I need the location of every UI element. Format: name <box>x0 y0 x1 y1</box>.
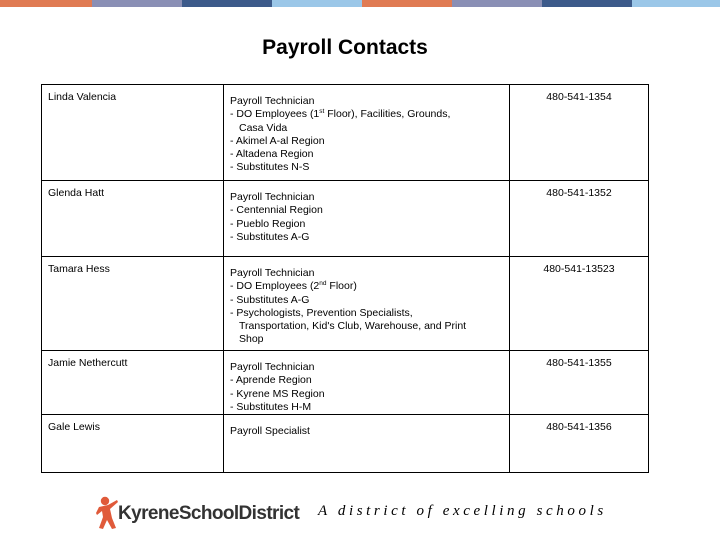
assignment-line <box>230 204 501 217</box>
contact-name: Glenda Hatt <box>42 181 224 257</box>
assignment-line <box>230 320 501 333</box>
contact-name: Tamara Hess <box>42 257 224 351</box>
top-bar-segment <box>542 0 632 7</box>
contact-name: Linda Valencia <box>42 85 224 181</box>
contact-responsibilities <box>224 351 510 415</box>
person-icon <box>96 496 120 530</box>
contact-role: Payroll Technician <box>230 95 315 107</box>
assignment-text: Floor), Facilities, Grounds, <box>324 108 451 121</box>
contact-responsibilities <box>224 85 510 181</box>
top-bar-segment <box>272 0 362 7</box>
top-bar-segment <box>362 0 452 7</box>
assignment-line <box>230 122 501 135</box>
contact-row <box>42 85 649 181</box>
assignment-text: - Aprende Region <box>230 374 312 387</box>
contact-phone: 480-541-13523 <box>510 257 649 351</box>
top-bar-segment <box>632 0 720 7</box>
assignment-text: - DO Employees (1 <box>230 108 320 121</box>
assignment-text: - Substitutes A-G <box>230 293 310 306</box>
assignment-text: - Pueblo Region <box>230 217 306 230</box>
assignment-line <box>230 333 501 346</box>
contact-row <box>42 181 649 257</box>
assignment-line <box>230 388 501 401</box>
contact-phone: 480-541-1356 <box>510 415 649 473</box>
contact-responsibilities <box>224 415 510 473</box>
ordinal-suffix: st <box>319 108 325 116</box>
assignment-line <box>230 374 501 387</box>
logo-wordmark: KyreneSchoolDistrict <box>118 503 300 524</box>
assignment-text: - Substitutes A-G <box>230 230 310 243</box>
assignment-text: - Psychologists, Prevention Specialists, <box>230 306 413 319</box>
contact-role: Payroll Technician <box>230 267 315 279</box>
top-bar-segment <box>182 0 272 7</box>
tagline: A district of excelling schools <box>318 503 607 519</box>
assignment-text: Floor) <box>326 280 357 293</box>
assignment-text: - Centennial Region <box>230 204 323 217</box>
top-bar-segment <box>452 0 542 7</box>
assignment-line <box>230 161 501 174</box>
assignment-line <box>230 231 501 244</box>
assignment-text: - DO Employees (2 <box>230 280 320 293</box>
contact-role: Payroll Technician <box>230 191 315 203</box>
contact-row <box>42 257 649 351</box>
assignment-line <box>230 401 501 414</box>
assignment-line <box>230 280 501 293</box>
assignment-line <box>230 218 501 231</box>
district-logo <box>96 496 300 530</box>
contact-name: Jamie Nethercutt <box>42 351 224 415</box>
assignment-text: Shop <box>239 333 264 346</box>
contact-phone: 480-541-1354 <box>510 85 649 181</box>
contact-responsibilities <box>224 181 510 257</box>
assignment-text: Casa Vida <box>239 121 288 134</box>
assignment-text: - Altadena Region <box>230 148 314 161</box>
assignment-line <box>230 108 501 121</box>
contact-role: Payroll Technician <box>230 361 315 373</box>
assignment-text: Transportation, Kid's Club, Warehouse, and Print <box>239 320 467 333</box>
ordinal-suffix: nd <box>319 280 327 288</box>
contact-row <box>42 415 649 473</box>
contact-phone: 480-541-1352 <box>510 181 649 257</box>
contacts-table <box>41 84 649 473</box>
assignment-line <box>230 148 501 161</box>
page-title: Payroll Contacts <box>262 36 428 59</box>
assignment-text: - Akimel A-al Region <box>230 134 325 147</box>
contact-phone: 480-541-1355 <box>510 351 649 415</box>
top-bar-segment <box>92 0 182 7</box>
assignment-text: - Substitutes N-S <box>230 161 310 174</box>
top-color-bar <box>0 0 720 7</box>
assignment-line <box>230 294 501 307</box>
assignment-text: - Kyrene MS Region <box>230 387 325 400</box>
assignment-line <box>230 307 501 320</box>
contact-responsibilities <box>224 257 510 351</box>
assignment-text: - Substitutes H-M <box>230 400 312 413</box>
contact-row <box>42 351 649 415</box>
assignment-line <box>230 135 501 148</box>
top-bar-segment <box>0 0 92 7</box>
contact-name: Gale Lewis <box>42 415 224 473</box>
contact-role: Payroll Specialist <box>230 425 310 438</box>
